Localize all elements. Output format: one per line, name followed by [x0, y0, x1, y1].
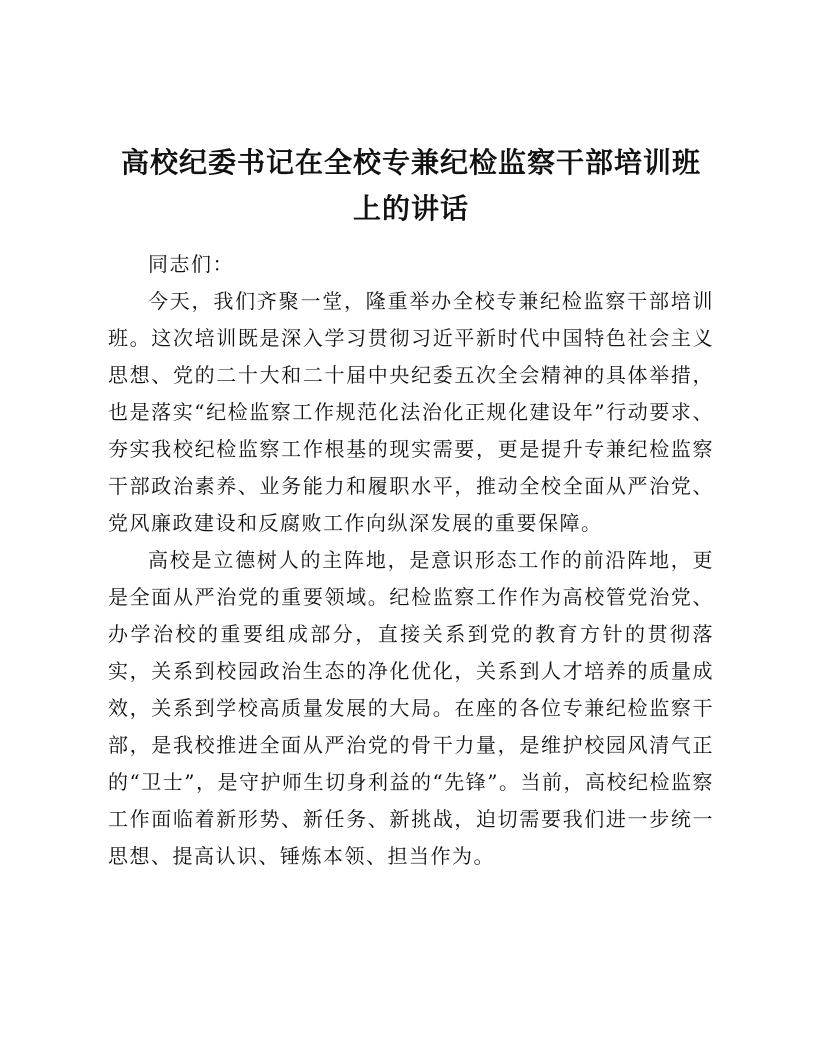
title-line-1: 高校纪委书记在全校专兼纪检监察干部培训班	[120, 146, 701, 179]
paragraph-2: 高校是立德树人的主阵地，是意识形态工作的前沿阵地，更是全面从严治党的重要领域。纪检监察工作作为高校管党治党、办学治校的重要组成部分，直接关系到党的教育方针的贯彻落实，关系到校园政治生态的净化优化，关系到人才培养的质量成效，关系到学校高质量发展的大局。在座的各位专兼纪检监察干部，是我校推进全面从严治党的骨干力量，是维护校园风清气正的“卫士”，是守护师生切身利益的“先锋”。当前，高校纪检监察工作面临着新形势、新任务、新挑战，迫切需要我们进一步统一思想、提高认识、锤炼本领、担当作为。	[108, 548, 714, 868]
document-body	[108, 246, 714, 875]
paragraph-1: 今天，我们齐聚一堂，隆重举办全校专兼纪检监察干部培训班。这次培训既是深入学习贯彻习近平新时代中国特色社会主义思想、党的二十大和二十届中央纪委五次全会精神的具体举措，也是落实“纪检监察工作规范化法治化正规化建设年”行动要求、夯实我校纪检监察工作根基的现实需要，更是提升专兼纪检监察干部政治素养、业务能力和履职水平，推动全校全面从严治党、党风廉政建设和反腐败工作向纵深发展的重要保障。	[108, 289, 714, 535]
title-line-2: 上的讲话	[352, 192, 469, 225]
salutation: 同志们：	[148, 252, 234, 276]
document-title	[108, 140, 714, 232]
document-page	[108, 140, 714, 875]
